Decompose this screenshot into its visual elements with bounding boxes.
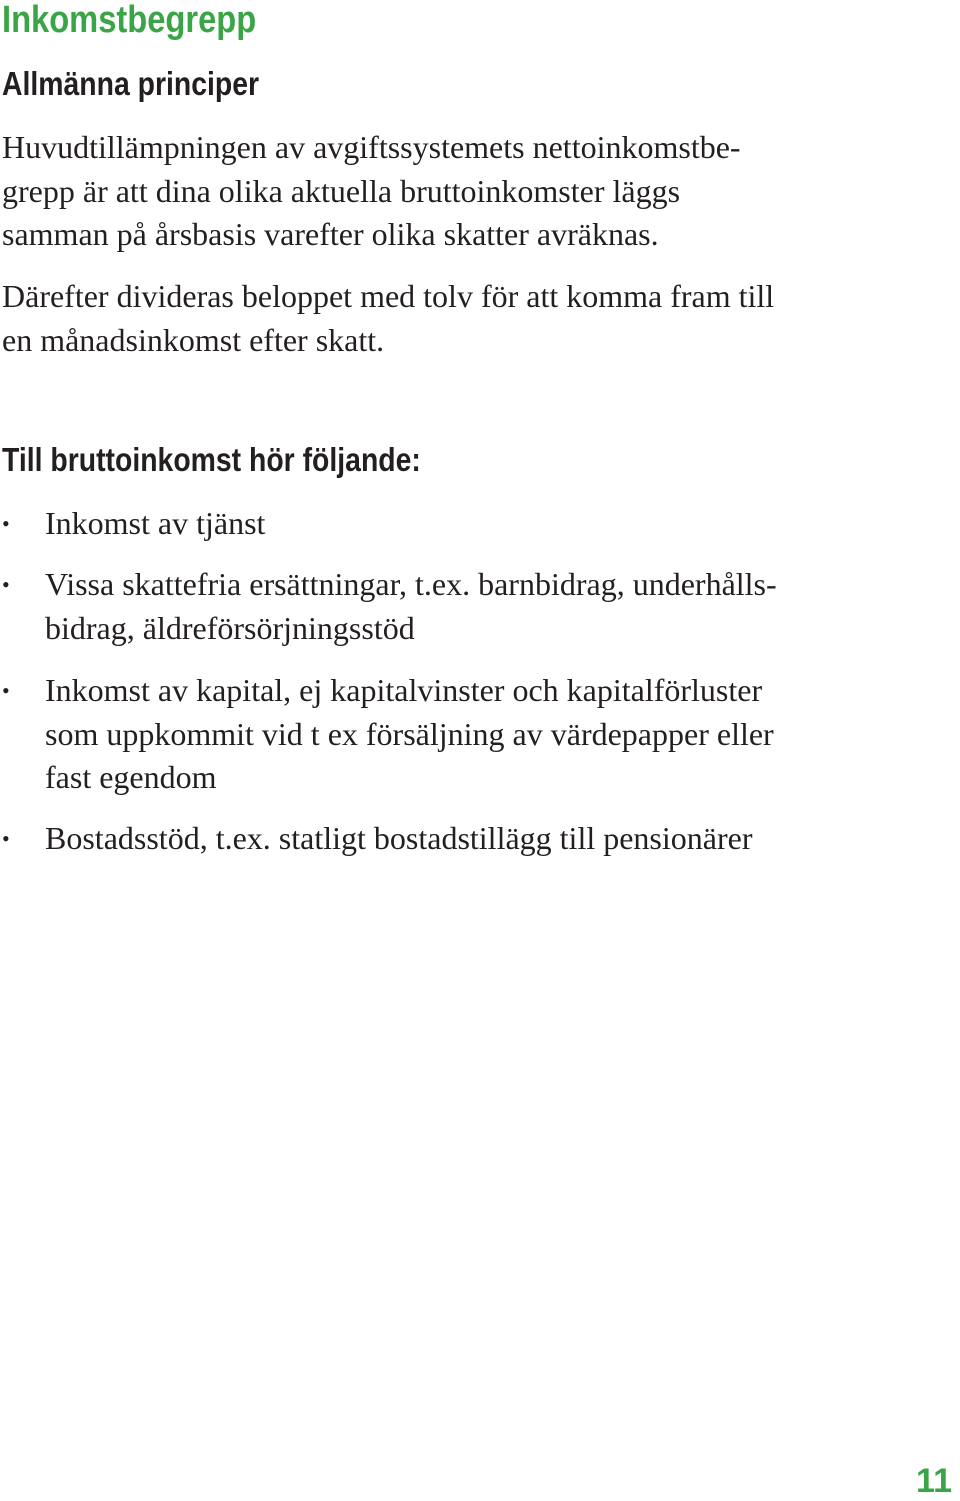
- list-item-text: [45, 502, 265, 546]
- page-number: 11: [916, 1462, 952, 1500]
- list-item-line: Vissa skattefria ersättningar, t.ex. barnbidrag, underhålls-: [45, 566, 777, 602]
- list-item-text: [45, 563, 777, 650]
- list-item-text: [45, 669, 774, 800]
- paragraph-line: Huvudtillämpningen av avgiftssystemets nettoinkomstbe-: [2, 129, 741, 165]
- bullet-icon: •: [2, 572, 10, 597]
- paragraph-line: en månadsinkomst efter skatt.: [2, 321, 385, 358]
- list-heading: Till bruttoinkomst hör följande:: [2, 441, 421, 478]
- page-title: Inkomstbegrepp: [2, 0, 257, 41]
- list-item-line: Inkomst av kapital, ej kapitalvinster och kapitalförluster: [45, 672, 763, 708]
- paragraph-line: grepp är att dina olika aktuella bruttoinkomster läggs: [2, 172, 681, 209]
- intro-paragraph: [2, 126, 942, 257]
- paragraph-line: Därefter divideras beloppet med tolv för att komma fram till: [2, 278, 775, 314]
- bullet-icon: •: [2, 678, 10, 703]
- bullet-icon: •: [2, 826, 10, 851]
- list-item-line: bidrag, äldreförsörjningsstöd: [45, 609, 415, 646]
- list-item-text: [45, 817, 752, 861]
- list-item-line: Inkomst av tjänst: [45, 505, 266, 541]
- bullet-icon: •: [2, 511, 10, 536]
- paragraph-line: samman på årsbasis varefter olika skatter avräknas.: [2, 216, 659, 252]
- list-item-line: fast egendom: [45, 759, 217, 795]
- section-subtitle: Allmänna principer: [2, 65, 260, 102]
- list-item-line: Bostadsstöd, t.ex. statligt bostadstillägg till pensionärer: [45, 820, 753, 856]
- second-paragraph: [2, 275, 942, 362]
- list-item-line: som uppkommit vid t ex försäljning av värdepapper eller: [45, 715, 774, 752]
